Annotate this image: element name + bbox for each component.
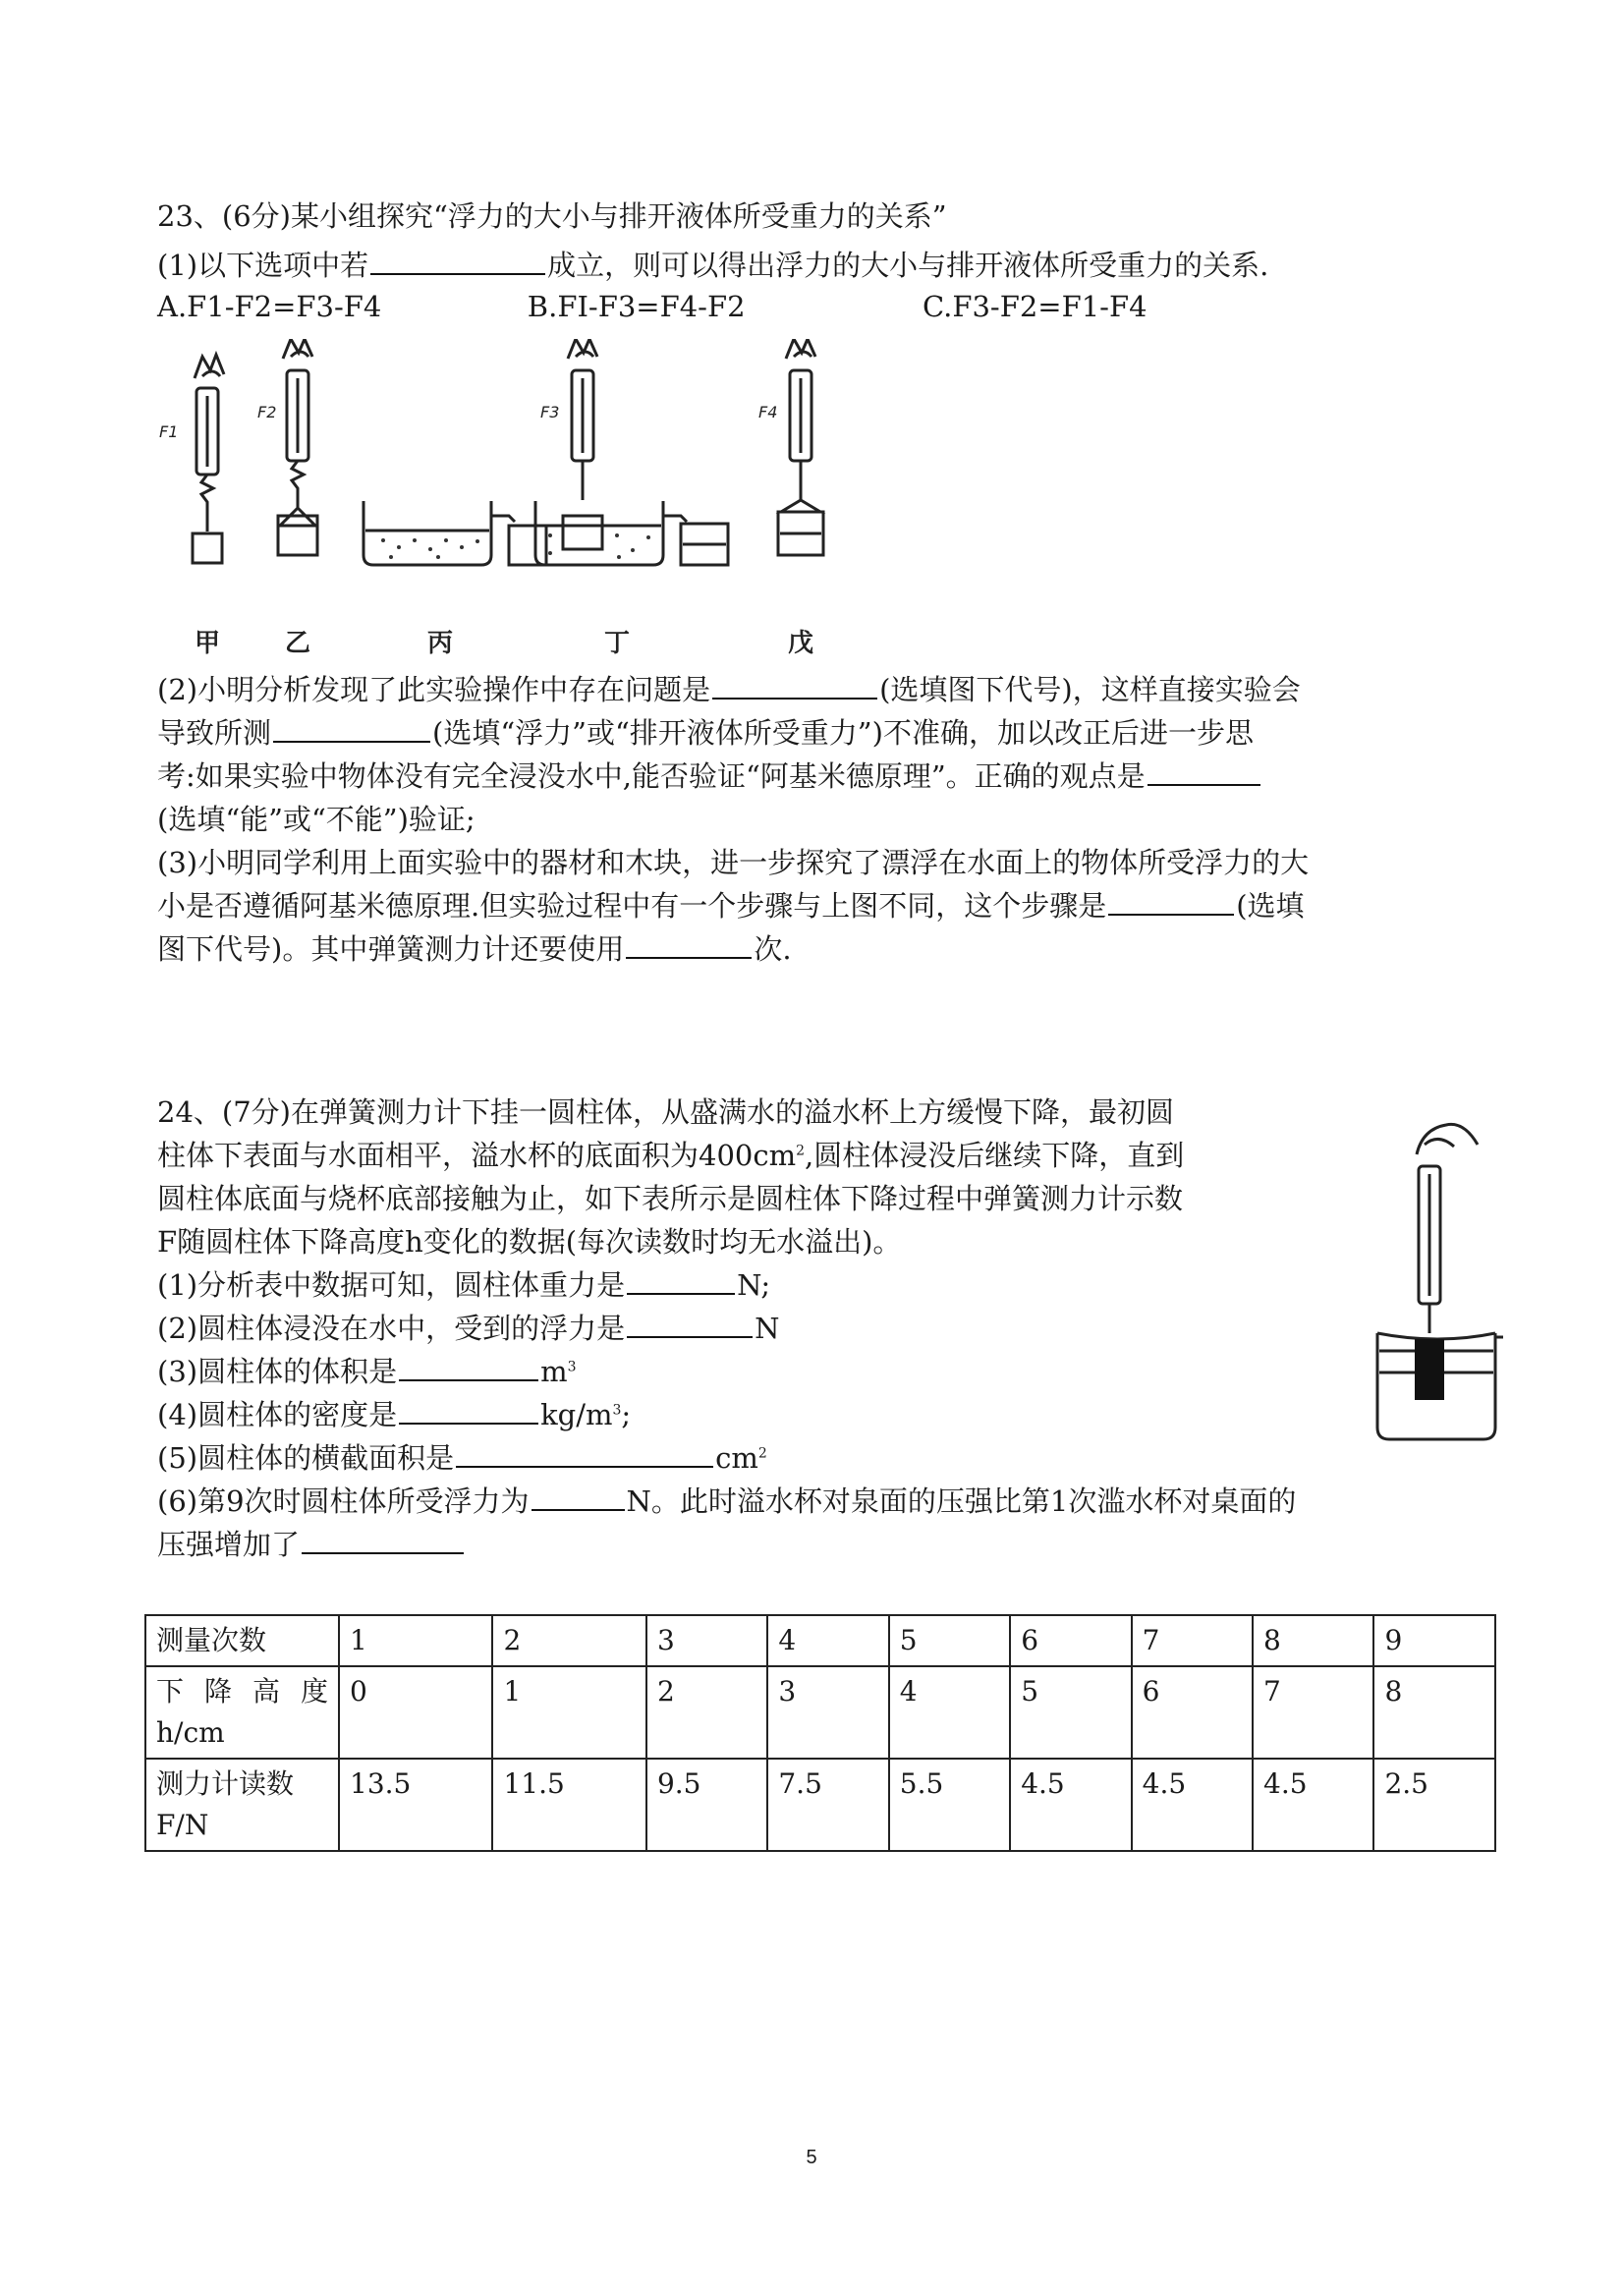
table-cell: 11.5 [492, 1759, 645, 1851]
q24-part5-text-a: (5)圆柱体的横截面积是 [157, 1441, 455, 1475]
table-cell: 1 [492, 1666, 645, 1759]
table-cell: 6 [1010, 1615, 1131, 1666]
q24-part1-text-a: (1)分析表中数据可知，圆柱体重力是 [157, 1268, 626, 1302]
spring-scale-jia [193, 355, 224, 563]
q24-part5-sup: 2 [757, 1445, 767, 1462]
q23-part2-text-b: (选填图下代号)，这样直接实验会 [879, 673, 1301, 706]
spring-scale-ding [535, 339, 728, 565]
q23-part2-blank1[interactable] [712, 668, 877, 700]
q23-part3-text-b: (选填 [1236, 889, 1305, 923]
q23-part1-text-b: 成立，则可以得出浮力的大小与排开液体所受重力的关系. [547, 249, 1269, 282]
q23-part1-text-a: (1)以下选项中若 [157, 249, 369, 282]
table-cell: 5 [1010, 1666, 1131, 1759]
q24-line2-text-b: ,圆柱体浸没后继续下降，直到 [805, 1139, 1185, 1172]
q24-part4-semicolon: ; [621, 1398, 632, 1431]
fig-label-ding: 丁 [604, 629, 631, 658]
q24-part4 [157, 1393, 631, 1436]
q24-part2-text-b: N [755, 1312, 780, 1345]
q24-part3-text-a: (3)圆柱体的体积是 [157, 1355, 398, 1388]
table-cell: 4.5 [1010, 1759, 1131, 1851]
q23-part2-text-c: 导致所测 [157, 716, 272, 750]
table-cell: 2 [492, 1615, 645, 1666]
q24-part1-blank[interactable] [627, 1263, 735, 1295]
q23-part3-line2 [157, 884, 1305, 927]
q24-line1: 24、(7分)在弹簧测力计下挂一圆柱体，从盛满水的溢水杯上方缓慢下降，最初圆 [157, 1095, 1174, 1129]
q24-part4-unit: kg/m [540, 1398, 613, 1431]
spring-scale-wu [778, 339, 823, 555]
q24-part2-blank[interactable] [627, 1307, 753, 1338]
table-cell: 8 [1373, 1666, 1495, 1759]
q24-part6-text-b: N。此时溢水杯对泉面的压强比第1次滥水杯对桌面的 [626, 1484, 1297, 1518]
cylinder [1415, 1339, 1444, 1400]
table-cell: 3 [767, 1666, 888, 1759]
table-cell: 9 [1373, 1615, 1495, 1666]
q24-part4-sup: 3 [612, 1402, 622, 1419]
q24-part4-blank[interactable] [399, 1393, 538, 1425]
q24-part2 [157, 1307, 779, 1350]
table-cell: 9.5 [646, 1759, 767, 1851]
q24-line2 [157, 1134, 1184, 1177]
q24-part1 [157, 1263, 770, 1307]
table-cell: 8 [1253, 1615, 1373, 1666]
table-cell: 3 [646, 1615, 767, 1666]
table-row [145, 1666, 1495, 1759]
q23-part1 [157, 244, 1268, 287]
table-cell: 2.5 [1373, 1759, 1495, 1851]
table-row [145, 1615, 1495, 1666]
table-cell: 5 [889, 1615, 1010, 1666]
spring-scale-yi [278, 339, 317, 555]
q24-part3-unit: m [540, 1355, 568, 1388]
row-header-reading: 测力计读数F/N [145, 1759, 339, 1851]
q23-part2-blank3[interactable] [1147, 755, 1260, 786]
overflow-cup-illustration [1366, 1115, 1503, 1449]
q23-part3-blank1[interactable] [1108, 884, 1234, 916]
q24-part2-text-a: (2)圆柱体浸没在水中，受到的浮力是 [157, 1312, 626, 1345]
option-a: A.F1-F2=F3-F4 [157, 290, 382, 323]
q23-options [157, 285, 1147, 328]
row-header-height: 下降高度h/cm [145, 1666, 339, 1759]
q23-part2-text-a: (2)小明分析发现了此实验操作中存在问题是 [157, 673, 711, 706]
q23-part2-line3 [157, 755, 1262, 798]
q24-part6-blank[interactable] [532, 1480, 625, 1511]
q24-part3 [157, 1350, 577, 1393]
q23-part2-line1 [157, 668, 1301, 711]
q23-part3-line3 [157, 927, 792, 971]
q24-cylinder-figure [1366, 1115, 1503, 1449]
q24-line2-text-a: 柱体下表面与水面相平，溢水杯的底面积为400cm [157, 1139, 797, 1172]
q24-part3-blank[interactable] [399, 1350, 538, 1381]
q23-part2-blank2[interactable] [273, 711, 430, 743]
table-cell: 7 [1253, 1666, 1373, 1759]
page-number: 5 [806, 2147, 817, 2168]
fig-label-yi: 乙 [285, 629, 311, 658]
q23-part2-line2 [157, 711, 1254, 755]
q23-experiment-figure [147, 339, 835, 663]
fig-label-bing: 丙 [427, 629, 454, 658]
table-cell: 6 [1132, 1666, 1253, 1759]
q24-part7-text: 压强增加了 [157, 1528, 301, 1561]
q24-part7-blank[interactable] [302, 1523, 464, 1554]
table-cell: 13.5 [339, 1759, 492, 1851]
q23-part1-blank[interactable] [370, 244, 545, 275]
q24-part7 [157, 1523, 466, 1566]
q24-part6-text-a: (6)第9次时圆柱体所受浮力为 [157, 1484, 530, 1518]
q24-line4: F随圆柱体下降高度h变化的数据(每次读数时均无水溢出)。 [157, 1225, 902, 1259]
force-label-f1: F1 [159, 422, 179, 441]
q23-part3-text-d: 次. [754, 932, 792, 966]
table-cell: 4.5 [1253, 1759, 1373, 1851]
q24-part5-unit: cm [715, 1441, 758, 1475]
q24-line2-sup: 2 [796, 1143, 806, 1159]
measurement-table [144, 1614, 1496, 1852]
force-label-f4: F4 [758, 403, 778, 421]
q24-part5-blank[interactable] [456, 1436, 713, 1468]
force-label-f3: F3 [540, 403, 560, 421]
q24-line3: 圆柱体底面与烧杯底部接触为止，如下表所示是圆柱体下降过程中弹簧测力计示数 [157, 1182, 1184, 1215]
q23-part2-text-e: 考:如果实验中物体没有完全浸没水中,能否验证“阿基米德原理”。正确的观点是 [157, 759, 1146, 793]
q23-part3-line1: (3)小明同学利用上面实验中的器材和木块，进一步探究了漂浮在水面上的物体所受浮力的大 [157, 846, 1310, 879]
q24-part3-sup: 3 [567, 1359, 577, 1375]
table-cell: 4.5 [1132, 1759, 1253, 1851]
force-label-f2: F2 [257, 403, 277, 421]
q23-part2-line4: (选填“能”或“不能”)验证; [157, 803, 476, 836]
water-dots [381, 533, 650, 559]
table-cell: 7 [1132, 1615, 1253, 1666]
q23-title: 23、(6分)某小组探究“浮力的大小与排开液体所受重力的关系” [157, 199, 947, 233]
q24-part4-text-a: (4)圆柱体的密度是 [157, 1398, 398, 1431]
row-header-trials: 测量次数 [145, 1615, 339, 1666]
table-cell: 5.5 [889, 1759, 1010, 1851]
option-c: C.F3-F2=F1-F4 [922, 290, 1147, 323]
table-cell: 7.5 [767, 1759, 888, 1851]
table-cell: 4 [767, 1615, 888, 1666]
table-row [145, 1759, 1495, 1851]
q24-part6 [157, 1480, 1296, 1523]
option-b: B.FI-F3=F4-F2 [527, 290, 746, 323]
table-cell: 4 [889, 1666, 1010, 1759]
table-cell: 0 [339, 1666, 492, 1759]
q23-part3-text-a: 小是否遵循阿基米德原理.但实验过程中有一个步骤与上图不同，这个步骤是 [157, 889, 1107, 923]
q24-part5 [157, 1436, 767, 1480]
experiment-illustration [147, 339, 835, 663]
q24-part1-text-b: N; [737, 1268, 771, 1302]
q23-part2-text-d: (选填“浮力”或“排开液体所受重力”)不准确，加以改正后进一步思 [432, 716, 1254, 750]
fig-label-wu: 戊 [788, 629, 814, 658]
q23-part3-blank2[interactable] [626, 927, 752, 959]
fig-label-jia: 甲 [195, 629, 221, 658]
q23-part3-text-c: 图下代号)。其中弹簧测力计还要使用 [157, 932, 625, 966]
table-cell: 2 [646, 1666, 767, 1759]
table-cell: 1 [339, 1615, 492, 1666]
